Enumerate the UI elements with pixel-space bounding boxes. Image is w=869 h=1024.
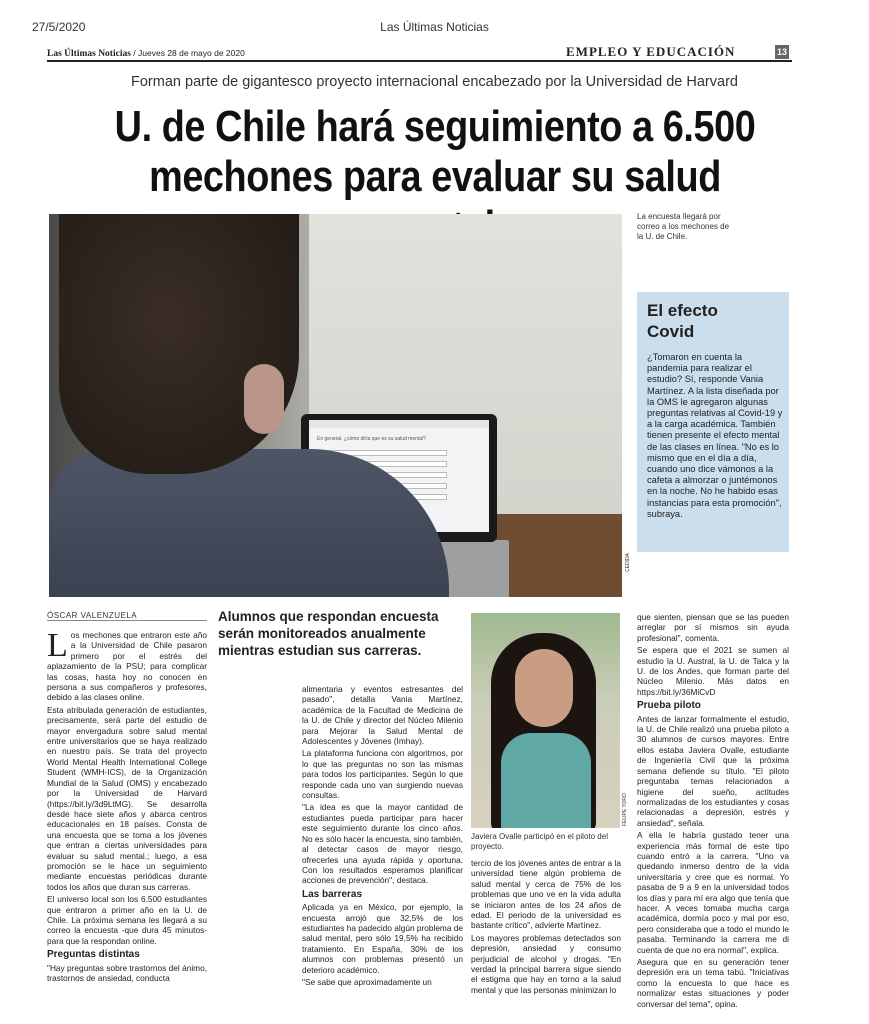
- print-date: 27/5/2020: [32, 20, 86, 34]
- paragraph: Aplicada ya en México, por ejemplo, la encuesta arrojó que 32,5% de los estudiantes ha padecido algún problema de salud mental, pero sólo 19,5% ha recibido tratamiento. En España, 30% de los alumnos con problemas presentó un deterioro académico.: [302, 902, 463, 975]
- paragraph: Antes de lanzar formalmente el estudio, la U. de Chile realizó una prueba piloto a 30 alumnos de cursos mayores. Entre ellos estaba Javiera Ovalle, estudiante de Ingeniería Civil que la próxima semana defiende su título. "El piloto preguntaba temas relacionados a higiene del sueño, actitudes normalizadas de los estudiantes y cosas relacionadas a depresión, estrés y ansiedad", señala.: [637, 713, 789, 828]
- article-column-1: [47, 627, 207, 985]
- paragraph: que sienten, piensan que se las pueden arreglar por sí mismos sin ayuda profesional", comenta.: [637, 612, 789, 643]
- portrait-shirt: [501, 733, 591, 828]
- laptop-screen-bar: [309, 420, 489, 428]
- photo-credit: CEDIDA: [625, 553, 631, 572]
- paragraph: "Se sabe que aproximadamente un: [302, 976, 432, 987]
- header-rule: [47, 60, 792, 62]
- photo-caption: La encuesta llegará por correo a los mechones de la U. de Chile.: [637, 212, 730, 241]
- byline: ÓSCAR VALENZUELA: [47, 611, 138, 620]
- subheading: Preguntas distintas: [47, 949, 140, 961]
- print-source: Las Últimas Noticias: [380, 20, 489, 34]
- issue-date: / Jueves 28 de mayo de 2020: [133, 48, 245, 58]
- drop-cap: L: [47, 627, 68, 664]
- kicker: Forman parte de gigantesco proyecto internacional encabezado por la Universidad de Harvard: [131, 74, 738, 90]
- paragraph: "La idea es que la mayor cantidad de estudiantes pueda participar para hacer este seguimiento durante los cinco años. No es sólo hacer la encuesta, sino también, al detectar casos de mayor riesgo, ofrecerles una ayuda rápida y oportuna. Con los resultados esperamos planificar acciones de prevención", destaca.: [302, 802, 463, 886]
- paragraph: tercio de los jóvenes antes de entrar a la universidad tiene algún problema de salud mental y cerca de 75% de los problemas que uno ve en la vida adulta se iniciaron antes de los 24 años de edad. El periodo de la universidad es bastante crítico", advierte Martínez.: [471, 858, 621, 931]
- byline-rule: [47, 620, 207, 621]
- headline-line-2: mechones para evaluar su salud: [149, 152, 721, 201]
- paragraph: El universo local son los 6.500 estudiantes que entraron a primer año en la U. de Chile. La próxima semana les llegará a su correo la encuesta -que dura 45 minutos- para que la respondan online.: [47, 894, 207, 946]
- newspaper-name: Las Últimas Noticias: [47, 49, 131, 59]
- article-column-3: [471, 858, 621, 997]
- article-column-4: [637, 612, 789, 1011]
- sidebar-title: El efecto Covid: [647, 301, 718, 341]
- paragraph: "Hay preguntas sobre trastornos del ánimo, trastornos de ansiedad, conducta: [47, 962, 207, 983]
- subheading: Prueba piloto: [637, 700, 701, 712]
- pull-quote: Alumnos que respondan encuesta serán monitoreados anualmente mientras estudian sus carreras.: [218, 609, 439, 658]
- paragraph: alimentaria y eventos estresantes del pasado", detalla Vania Martínez, académica de la Facultad de Medicina de la U. de Chile y director del Núcleo Milenio para Mejorar la Salud Mental de Adolescentes y Jóvenes (Imhay).: [302, 684, 463, 747]
- paragraph: Asegura que en su generación tener depresión era un tema tabú. "Iniciativas como la encuesta lo que hace es normalizar estas situaciones y poder conversar del tema", opina.: [637, 957, 789, 1009]
- student-head: [59, 214, 299, 474]
- portrait-face: [515, 649, 573, 727]
- newspaper-header: [47, 48, 245, 59]
- paragraph: Se espera que el 2021 se sumen al estudio la U. Austral, la U. de Talca y la U. de los Andes, que forman parte del Núcleo Milenio. Más datos en https://bit.ly/36MiCvD: [637, 645, 789, 697]
- sidebar-body: ¿Tomaron en cuenta la pandemia para realizar el estudio? Sí, responde Vania Martínez. A la lista diseñada por la OMS le agregaron algunas preguntas relativas al Covid-19 y a la carga académica. También tienen presente el efecto mental de las clases en línea. "No es lo mismo que en el día a día, cuando uno dice vámonos a la cafeta a almorzar o juntémonos en la noche. No he habido esas instancias para esta promoción", subraya.: [647, 352, 783, 519]
- paragraph: A ella le habría gustado tener una experiencia más formal de este tipo cuando entró a la carrera. "Uno va quedando inmerso dentro de la vida universitaria y cree que es normal. Yo pasaba de 9 a 9 en la universidad todos los días y para mí era algo que tenía que hacer. A veces tomaba mucha carga académica, dormía poco y mal por eso, pero consideraba que a todo el mundo le pasaba. Terminando la carrera me di cuenta de que no era normal", explica.: [637, 830, 789, 955]
- paragraph: La plataforma funciona con algoritmos, por lo que las preguntas no son las mismas para todos los participantes. Según lo que responde cada uno van surgiendo nuevas consultas.: [302, 748, 463, 801]
- article-column-2: [302, 684, 463, 989]
- main-photo: [49, 214, 622, 597]
- student-ear: [244, 364, 284, 434]
- portrait-caption: Javiera Ovalle participó en el piloto del proyecto.: [471, 832, 608, 851]
- paragraph: Esta atribulada generación de estudiantes, precisamente, será parte del estudio de mayor envergadura sobre salud mental entre universitarios que se haya realizado en nuestro país. Se trata del proyecto World Mental Health International College Student (WMH-ICS), de la Organización Mundial de la Salud (OMS) y encabezado por la Universidad de Harvard (https://bit.ly/3d9LtMG). Se desarrolla desde hace siete años y abarca centros educacionales en 18 países. Consta de una encuesta que se toma a los jóvenes que entran a ciertas universidades para evaluar su salud mental.; luego, a esa promoción se le hace un seguimiento mediante encuestas periódicas durante todos los años que duran sus carreras.: [47, 704, 207, 892]
- subheading: Las barreras: [302, 888, 363, 900]
- section-name: EMPLEO Y EDUCACIÓN: [566, 44, 736, 59]
- headline-line-1: U. de Chile hará seguimiento a 6.500: [114, 102, 756, 151]
- page-number: 13: [776, 47, 787, 57]
- portrait-credit: FELIPE TORO: [622, 793, 628, 826]
- paragraph: Los mayores problemas detectados son depresión, ansiedad y consumo perjudicial de alcohol y drogas. "En verdad la principal barrera sigue siendo el estigma que hay en torno a la salud mental y que las personas minimizan lo: [471, 932, 621, 995]
- paragraph: os mechones que entraron este año a la Universidad de Chile pasaron primero por el estrés del aplazamiento de la PSU; para complicar las cosas, hasta hoy no conocen en persona a sus compañeros y profesores, debido a las clases online.: [47, 630, 207, 703]
- laptop-screen-question: En general, ¿cómo diría que es su salud mental?: [317, 436, 426, 442]
- portrait-photo: [471, 613, 620, 828]
